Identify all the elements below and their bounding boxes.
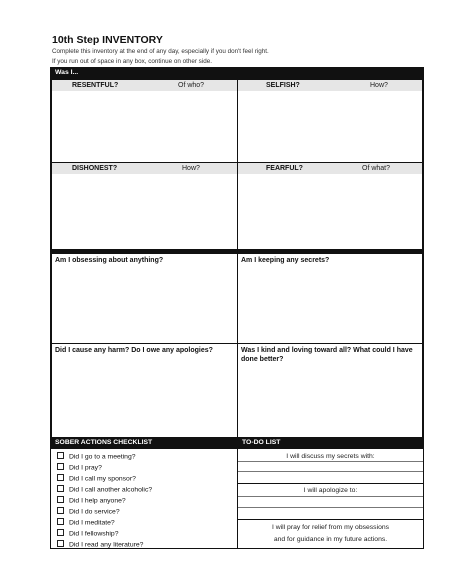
- kind-box[interactable]: [237, 343, 423, 438]
- checklist-item[interactable]: Did I pray?: [57, 463, 102, 472]
- checkbox-icon[interactable]: [57, 463, 64, 470]
- harm-question: Did I cause any harm? Do I owe any apologies?: [55, 347, 213, 354]
- fearful-sub: Of what?: [362, 165, 391, 172]
- todo-line: [238, 496, 423, 497]
- intro-line-1: Complete this inventory at the end of any day, especially if you don't feel right.: [52, 48, 269, 55]
- checklist-item[interactable]: Did I meditate?: [57, 518, 115, 527]
- obsessing-question: Am I obsessing about anything?: [55, 257, 164, 264]
- checklist: [51, 449, 238, 548]
- checklist-header: SOBER ACTIONS CHECKLIST: [51, 438, 238, 449]
- todo-divider: [238, 519, 423, 520]
- selfish-label: SELFISH?: [266, 82, 300, 89]
- todo-item-apologize: I will apologize to:: [303, 487, 358, 494]
- kind-question: Was I kind and loving toward all? What could I have done better?: [241, 347, 413, 363]
- resentful-box[interactable]: [51, 79, 238, 163]
- todo-item-pray-1: I will pray for relief from my obsessions: [271, 524, 390, 531]
- checklist-item[interactable]: Did I fellowship?: [57, 529, 119, 538]
- fearful-box[interactable]: [237, 162, 423, 250]
- todo-list: [238, 449, 423, 548]
- todo-header: TO-DO LIST: [238, 438, 423, 449]
- fearful-label: FEARFUL?: [266, 165, 303, 172]
- checkbox-icon[interactable]: [57, 485, 64, 492]
- resentful-sub: Of who?: [178, 82, 205, 89]
- checklist-item[interactable]: Did I call my sponsor?: [57, 474, 136, 483]
- todo-line: [238, 461, 423, 462]
- dishonest-box[interactable]: [51, 162, 238, 250]
- checkbox-icon[interactable]: [57, 452, 64, 459]
- inventory-form: [50, 67, 424, 549]
- checkbox-icon[interactable]: [57, 529, 64, 536]
- obsessing-box[interactable]: [51, 253, 238, 344]
- checklist-item[interactable]: Did I read any literature?: [57, 540, 143, 549]
- todo-item-pray-2: and for guidance in my future actions.: [273, 536, 388, 543]
- checklist-item[interactable]: Did I do service?: [57, 507, 120, 516]
- harm-box[interactable]: [51, 343, 238, 438]
- selfish-box[interactable]: [237, 79, 423, 163]
- secrets-question: Am I keeping any secrets?: [241, 257, 330, 264]
- secrets-box[interactable]: [237, 253, 423, 344]
- checklist-item[interactable]: Did I help anyone?: [57, 496, 126, 505]
- resentful-label: RESENTFUL?: [72, 82, 119, 89]
- checklist-item[interactable]: Did I go to a meeting?: [57, 452, 136, 461]
- dishonest-sub: How?: [182, 165, 200, 172]
- page-title: 10th Step INVENTORY: [52, 34, 163, 46]
- todo-divider: [238, 483, 423, 484]
- selfish-sub: How?: [370, 82, 388, 89]
- dishonest-label: DISHONEST?: [72, 165, 118, 172]
- checkbox-icon[interactable]: [57, 474, 64, 481]
- checkbox-icon[interactable]: [57, 540, 64, 547]
- checkbox-icon[interactable]: [57, 507, 64, 514]
- todo-line: [238, 507, 423, 508]
- was-i-header: Was I...: [51, 68, 423, 79]
- todo-item-secrets: I will discuss my secrets with:: [286, 453, 375, 460]
- intro-line-2: If you run out of space in any box, continue on other side.: [52, 58, 212, 65]
- checkbox-icon[interactable]: [57, 518, 64, 525]
- checkbox-icon[interactable]: [57, 496, 64, 503]
- checklist-item[interactable]: Did I call another alcoholic?: [57, 485, 152, 494]
- todo-line: [238, 471, 423, 472]
